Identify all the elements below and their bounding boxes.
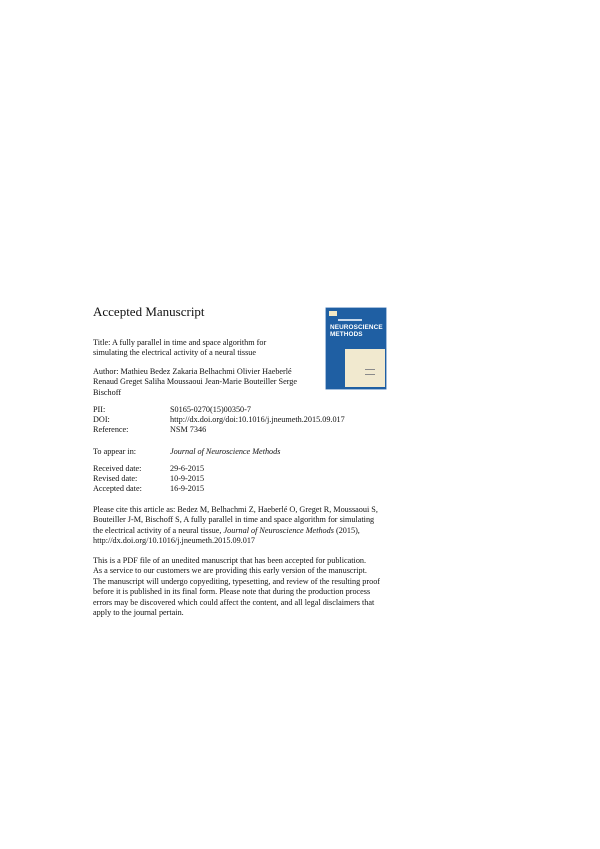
title-line-1: Title: A fully parallel in time and space algorithm for xyxy=(93,338,267,347)
disclaimer-paragraph xyxy=(93,556,504,618)
cover-title-line-2: METHODS xyxy=(330,331,363,339)
citation-text: the electrical activity of a neural tissue, xyxy=(93,525,224,535)
identifier-list xyxy=(93,405,393,436)
journal-cover xyxy=(326,308,386,389)
citation-year: (2015), xyxy=(333,525,360,535)
appear-in-label: To appear in: xyxy=(93,447,137,456)
disclaimer-line: before it is published in its final form. Please note that during the production process xyxy=(93,587,371,597)
doi-label: DOI: xyxy=(93,415,110,424)
reference-value: NSM 7346 xyxy=(170,425,207,434)
citation-journal: Journal of Neuroscience Methods xyxy=(223,525,334,535)
author-line-2: Renaud Greget Saliha Moussaoui Jean-Marie Bouteiller Serge xyxy=(93,377,298,387)
article-title xyxy=(93,338,313,359)
title-line-2: simulating the electrical activity of a neural tissue xyxy=(93,348,257,358)
appear-in-journal: Journal of Neuroscience Methods xyxy=(170,447,281,456)
cover-title-line-1: NEUROSCIENCE xyxy=(330,324,383,331)
received-label: Received date: xyxy=(93,464,142,473)
author-line-3: Bischoff xyxy=(93,387,122,397)
date-list xyxy=(93,464,393,495)
cover-topline xyxy=(338,319,362,321)
citation-doi-link[interactable]: http://dx.doi.org/10.1016/j.jneumeth.2015.09.017 xyxy=(93,536,256,546)
citation-paragraph xyxy=(93,505,504,547)
pii-label: PII: xyxy=(93,405,106,414)
accepted-manuscript-heading: Accepted Manuscript xyxy=(93,304,205,319)
disclaimer-line: The manuscript will undergo copyediting, typesetting, and review of the resulting proof xyxy=(93,576,381,586)
cover-panel-mark xyxy=(365,369,375,375)
cover-journal-title xyxy=(330,324,384,339)
disclaimer-line: As a service to our customers we are providing this early version of the manuscript. xyxy=(93,566,367,576)
cover-badge xyxy=(329,311,337,316)
reference-label: Reference: xyxy=(93,425,129,434)
received-value: 29-6-2015 xyxy=(170,464,205,473)
cover-panel xyxy=(345,349,385,387)
disclaimer-line: errors may be discovered which could affect the content, and all legal disclaimers that xyxy=(93,597,375,607)
disclaimer-line: apply to the journal pertain. xyxy=(93,608,184,618)
pii-value: S0165-0270(15)00350-7 xyxy=(170,405,251,414)
disclaimer-line: This is a PDF file of an unedited manuscript that has been accepted for publication. xyxy=(93,556,367,565)
revised-value: 10-9-2015 xyxy=(170,474,205,483)
article-authors xyxy=(93,367,333,398)
accepted-label: Accepted date: xyxy=(93,484,142,493)
accepted-value: 16-9-2015 xyxy=(170,484,205,493)
citation-line-3 xyxy=(93,526,504,536)
citation-line-2: Bouteiller J-M, Bischoff S, A fully parallel in time and space algorithm for simulating xyxy=(93,515,375,525)
revised-label: Revised date: xyxy=(93,474,138,483)
appear-in xyxy=(93,447,393,458)
citation-line-1: Please cite this article as: Bedez M, Belhachmi Z, Haeberlé O, Greget R, Moussaoui S, xyxy=(93,505,378,514)
doi-value[interactable]: http://dx.doi.org/doi:10.1016/j.jneumeth.2015.09.017 xyxy=(170,415,345,424)
author-line-1: Author: Mathieu Bedez Zakaria Belhachmi Olivier Haeberlé xyxy=(93,367,292,376)
